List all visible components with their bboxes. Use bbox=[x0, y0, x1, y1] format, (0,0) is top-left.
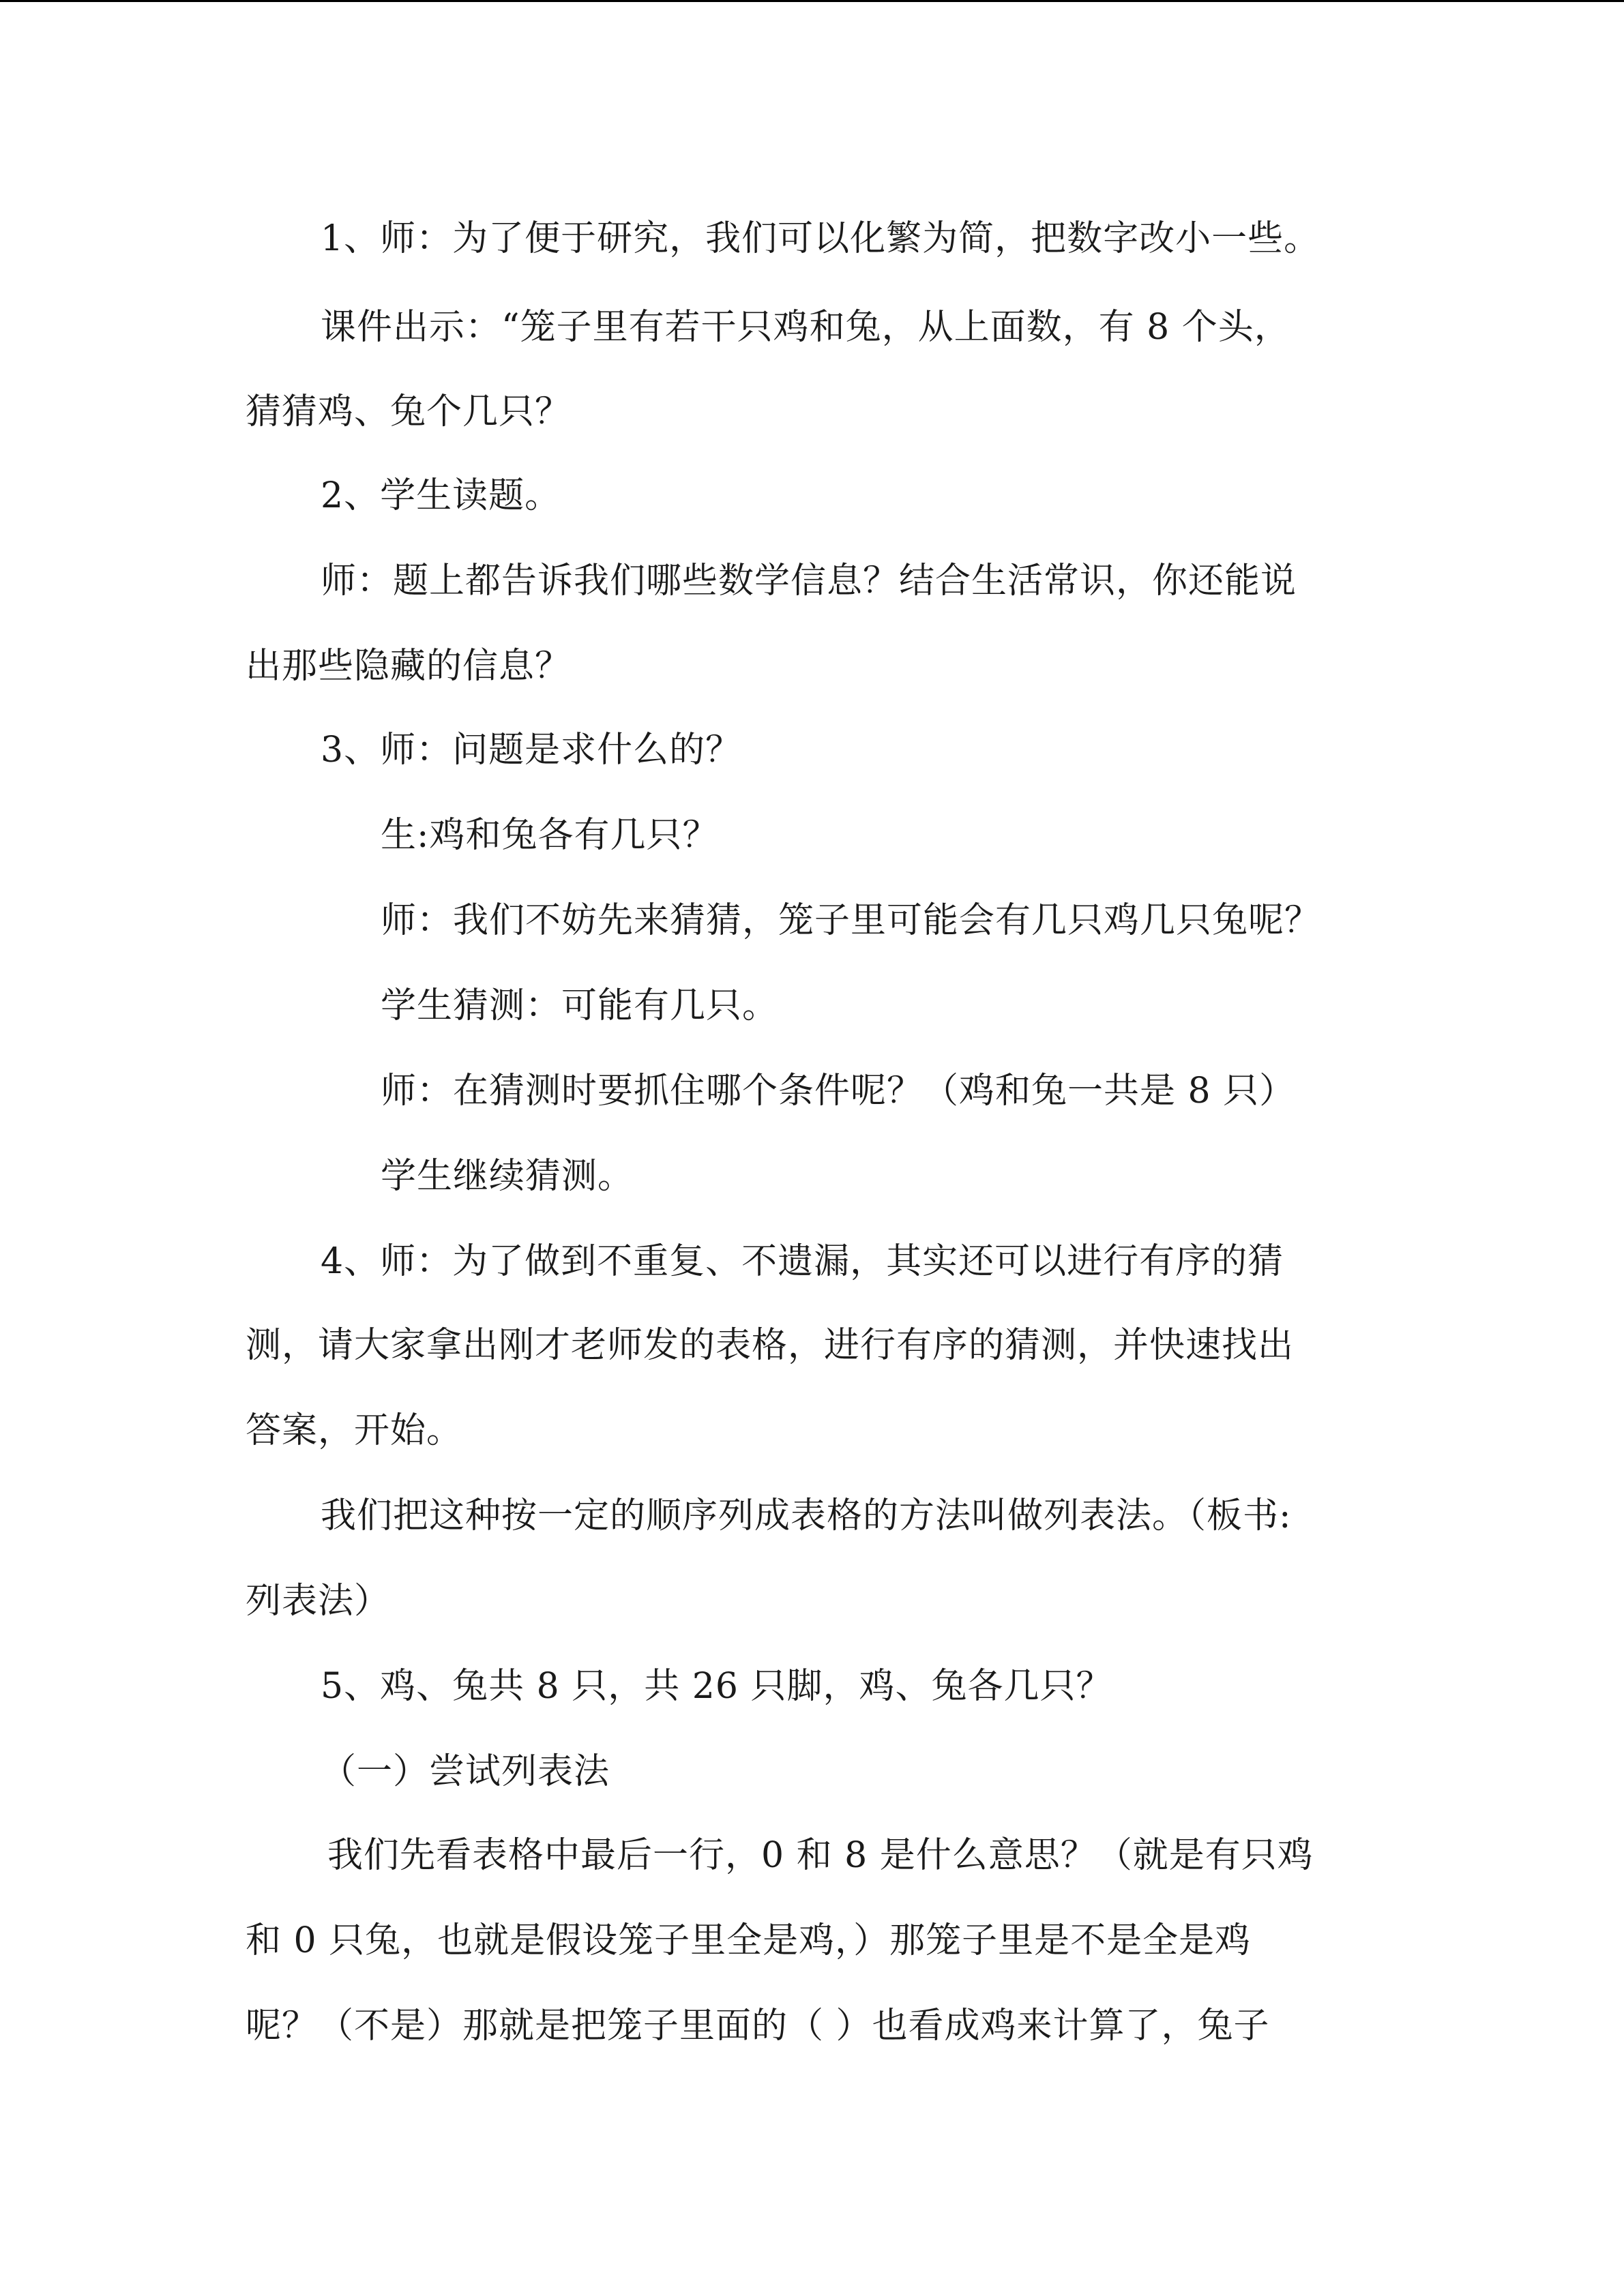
text-line-3: 猜猜鸡、兔个几只？ bbox=[246, 391, 572, 432]
text-line-2: 课件出示：“笼子里有若干只鸡和兔，从上面数，有 8 个头， bbox=[321, 307, 1290, 348]
text-line-22: 呢？（不是）那就是把笼子里面的（ ）也看成鸡来计算了，兔子 bbox=[246, 2006, 1270, 2046]
text-line-16: 我们把这种按一定的顺序列成表格的方法叫做列表法。（板书: bbox=[321, 1495, 1292, 1536]
text-line-8: 生:鸡和兔各有几只？ bbox=[381, 815, 719, 856]
text-line-9: 师：我们不妨先来猜猜，笼子里可能会有几只鸡几只兔呢？ bbox=[381, 900, 1321, 941]
text-line-4: 2、学生读题。 bbox=[321, 475, 561, 516]
text-line-13: 4、师：为了做到不重复、不遗漏，其实还可以进行有序的猜 bbox=[321, 1241, 1284, 1282]
text-line-21: 和 0 只兔，也就是假设笼子里全是鸡，）那笼子里是不是全是鸡 bbox=[246, 1920, 1252, 1961]
text-line-12: 学生继续猜测。 bbox=[381, 1156, 634, 1197]
text-line-10: 学生猜测：可能有几只。 bbox=[381, 985, 779, 1026]
text-line-14: 测，请大家拿出刚才老师发的表格，进行有序的猜测，并快速找出 bbox=[246, 1325, 1295, 1366]
text-line-19: （一）尝试列表法 bbox=[321, 1751, 610, 1792]
text-line-18: 5、鸡、兔共 8 只，共 26 只脚，鸡、兔各几只？ bbox=[321, 1666, 1112, 1707]
text-line-15: 答案，开始。 bbox=[246, 1410, 463, 1451]
text-line-20: 我们先看表格中最后一行，0 和 8 是什么意思？（就是有只鸡 bbox=[327, 1835, 1314, 1876]
text-line-6: 出那些隐藏的信息？ bbox=[246, 646, 572, 687]
text-line-17: 列表法） bbox=[246, 1581, 391, 1622]
text-line-5: 师：题上都告诉我们哪些数学信息？结合生活常识，你还能说 bbox=[321, 561, 1297, 601]
text-line-1: 1、师：为了便于研究，我们可以化繁为简，把数字改小一些。 bbox=[321, 218, 1320, 259]
text-line-7: 3、师：问题是求什么的？ bbox=[321, 730, 742, 771]
text-line-11: 师：在猜测时要抓住哪个条件呢？（鸡和兔一共是 8 只） bbox=[381, 1071, 1296, 1112]
